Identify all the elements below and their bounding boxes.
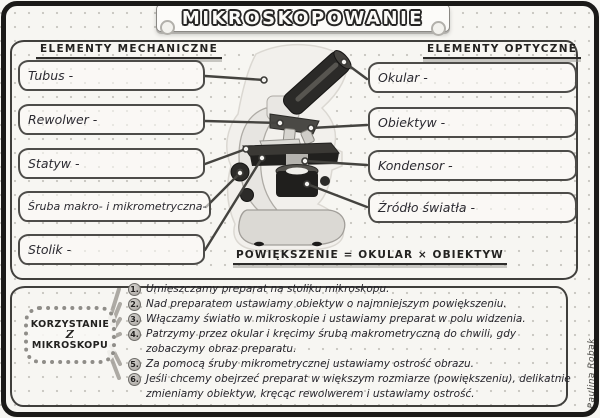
heading-mechanical-elements: ELEMENTY MECHANICZNE xyxy=(36,43,222,59)
heading-optical-elements: ELEMENTY OPTYCZNE xyxy=(423,43,581,59)
usage-cloud-heading xyxy=(24,306,116,364)
step-row xyxy=(128,327,572,356)
step-text: Umieszczamy preparat na stoliku mikroskopu. xyxy=(146,283,390,295)
step-number-badge: 1. xyxy=(128,283,141,296)
step-number-badge: 2. xyxy=(128,298,141,311)
usage-heading-line1: KORZYSTANIE xyxy=(30,319,110,330)
step-row xyxy=(128,312,572,327)
banner-ring-left-icon xyxy=(160,20,175,35)
page-title: MIKROSKOPOWANIE xyxy=(181,7,425,29)
step-row xyxy=(128,357,572,372)
banner-ring-right-icon xyxy=(431,21,446,36)
usage-heading-line3: MIKROSKOPU xyxy=(31,340,109,351)
usage-steps-list xyxy=(128,282,572,402)
step-text: Patrzymy przez okular i kręcimy śrubą makrometryczną do chwili, gdy zobaczymy obraz preparatu. xyxy=(146,328,517,355)
label-box-statyw: Statyw - xyxy=(18,148,205,179)
label-box-stolik: Stolik - xyxy=(18,234,205,265)
step-number-badge: 4. xyxy=(128,328,141,341)
usage-heading-line2: Z xyxy=(65,328,75,341)
step-number-badge: 6. xyxy=(128,373,141,386)
label-box-tubus: Tubus - xyxy=(18,60,205,91)
step-row xyxy=(128,372,572,401)
step-row xyxy=(128,297,572,312)
magnification-formula: POWIĘKSZENIE = OKULAR × OBIEKTYW xyxy=(233,249,507,265)
step-text: Nad preparatem ustawiamy obiektyw o najmniejszym powiększeniu. xyxy=(146,298,507,311)
label-box-okular: Okular - xyxy=(368,62,577,93)
title-banner xyxy=(156,4,450,32)
label-box-sruba: Śruba makro- i mikrometryczna- xyxy=(18,191,211,222)
label-box-rewolwer: Rewolwer - xyxy=(18,104,205,135)
label-box-obiektyw: Obiektyw - xyxy=(368,107,577,138)
label-box-zrodlo-swiatla: Źródło światła - xyxy=(368,192,577,223)
author-signature: Paulina Robak xyxy=(587,337,597,408)
step-text: Włączamy światło w mikroskopie i ustawiamy preparat w polu widzenia. xyxy=(146,313,526,326)
step-text: Za pomocą śruby mikrometrycznej ustawiamy ostrość obrazu. xyxy=(146,357,474,370)
label-box-kondensor: Kondensor - xyxy=(368,150,577,181)
step-text: Jeśli chcemy obejrzeć preparat w większym rozmiarze (powiększeniu), delikatnie zmieniamy obiektyw, kręcąc rewolwerem i ustawiamy ostrość. xyxy=(146,373,571,400)
step-number-badge: 3. xyxy=(128,313,141,326)
step-row xyxy=(128,282,572,297)
step-number-badge: 5. xyxy=(128,358,141,371)
